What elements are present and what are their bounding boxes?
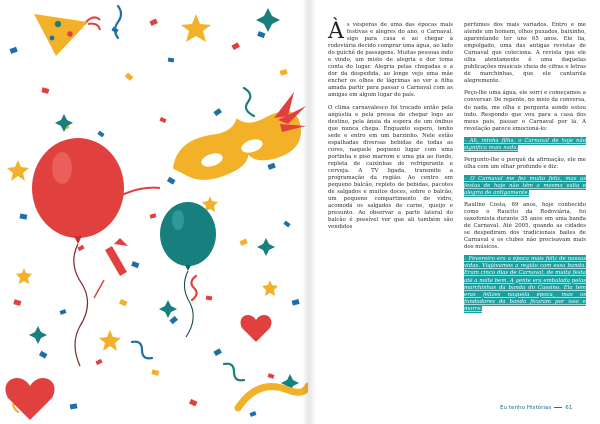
paragraph: Peço-lhe uma água, ele sorri e começamos a conversar. De repente, no meio da conversa, do nada, me olha e pergunta aonde estou indo. Respondo que vou para a casa dos meus pais, passar o Carnaval por lá. A revelação parece emocioná-lo: — [464, 90, 586, 132]
quote-highlight — [464, 256, 586, 312]
page-footer — [500, 405, 572, 411]
paragraph: Pergunto-lhe o porquê da afirmação, ele me olha com um olhar profundo e diz: — [464, 156, 586, 170]
paragraph: O clima carnavalesco foi trocado então pela angústia e pela pressa de chegar logo ao destino, pela ânsia da espera de um ônibus que nunca chega. Enquanto espero, tenho sede e entro em um barzinho. Nele estão espalhadas diversas bebidas de todas as cores, naquele pequeno lugar com uma portinha e piso marrom e uma pia ao fundo, repleta de caixinhas de refrigerante e cerveja. A TV ligada, transmite a programação da região. Ao centro um pequeno balcão, repleto de bebidas, pacotes de salgados e muitos doces, sobre o balcão, um pequeno compartimento de vidro, acomoda os salgados de carne, queijo e presunto. Ao observar a parte lateral do balcão é possível ver que ali também são vendidos — [328, 104, 453, 231]
quote-highlight — [464, 138, 586, 152]
footer-divider — [554, 407, 562, 408]
text-column-2 — [464, 22, 586, 318]
paragraph-opening — [328, 19, 453, 100]
paragraph-text: s vésperas de uma das épocas mais festivas e alegres do ano, o Carnaval, sigo para casa e ao chegar à rodoviária decido comprar uma água, ao lado do guichê de passagens. Muitas pessoas indo e vindo, um misto de alegria e dor toma conta do lugar. Alegria pelas chegadas e a dor da despedida, ao longe vejo uma mãe encher os olhos de lágrimas ao ver a filha amada partir para passar o Carnaval com as amigas em algum lugar do país. — [328, 22, 453, 99]
highlighted-quote-text: – Fevereiro era a época mais feliz de nossas vidas. Viajávamos a região com essa banda. Eram cinco dias de Carnaval, de muita festa até a noite bem. A gente era embalada pelas marchinhas da banda do Cassino. Ela tem eras felizes naquela época, mas os fundadores da banda ficaram por isso e morre. — [464, 256, 587, 312]
drop-cap: À — [328, 19, 344, 44]
text-column-1 — [328, 19, 453, 236]
paragraph: perfumes dos mais variados. Entro e me atende um homem, olhos puxados, baixinho, aparentando ter uns 65 anos. Ele lia, empolgado, uma das antigas revistas de Carnaval que coleciona. A revista que ele olha atentamente é uma daquelas publicações musicais cheia de cifras e letras de marchinhas, que ele cantarola alegremente. — [464, 22, 586, 85]
highlighted-quote-text: – Ah, minha filha, o Carnaval de hoje não significa mais nada. — [464, 137, 586, 151]
page-number: 61 — [565, 405, 573, 411]
book-gutter — [302, 0, 316, 424]
paragraph: Raulino Costa, 69 anos, hoje conhecido como o Raucito da Rodoviária, foi saxofonista durante 35 anos em uma banda de Carnaval. Até 2005, quando as cidades se despediram dos tradicionais bailes de Carnaval e os clubes não precisavam mais dos músicos. — [464, 202, 586, 251]
highlighted-quote-text: – O Carnaval me fez muito feliz, mas as festas de hoje não têm a mesma valia e alegria de antigamente. — [464, 175, 586, 196]
quote-highlight — [464, 176, 586, 197]
running-title: Eu tenho Histórias — [500, 405, 552, 411]
